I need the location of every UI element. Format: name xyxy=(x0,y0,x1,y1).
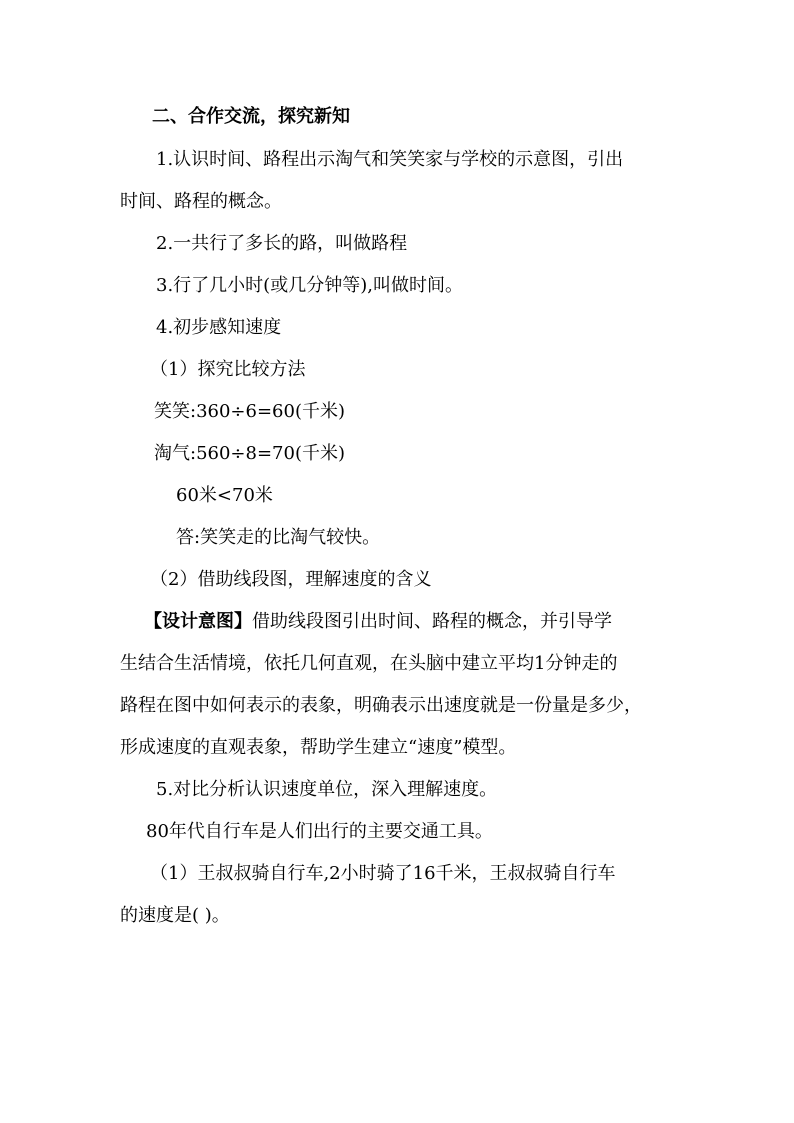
design-intent-line-3: 路程在图中如何表示的表象，明确表示出速度就是一份量是多少， xyxy=(120,695,642,716)
design-intent-line-4: 形成速度的直观表象，帮助学生建立“速度”模型。 xyxy=(120,737,517,758)
sub-item-2: （2）借助线段图，理解速度的含义 xyxy=(150,569,432,590)
calc-taoqi: 淘气:560÷8=70(千米) xyxy=(154,443,345,464)
item-4: 4.初步感知速度 xyxy=(156,317,282,338)
calc-xiaoxiao: 笑笑:360÷6=60(千米) xyxy=(154,401,345,422)
question-1-line-2: 的速度是( )。 xyxy=(120,905,230,926)
question-1-line-1: （1）王叔叔骑自行车,2小时骑了16千米，王叔叔骑自行车 xyxy=(150,863,616,884)
item-2: 2.一共行了多长的路，叫做路程 xyxy=(156,233,408,254)
design-intent-line-1 xyxy=(144,609,612,635)
item-3: 3.行了几小时(或几分钟等),叫做时间。 xyxy=(156,275,463,296)
item-5: 5.对比分析认识速度单位，深入理解速度。 xyxy=(156,779,498,800)
item-1-line-2: 时间、路程的概念。 xyxy=(120,191,282,212)
item-1-line-1: 1.认识时间、路程出示淘气和笑笑家与学校的示意图，引出 xyxy=(156,149,624,170)
design-intent-text-1: 借助线段图引出时间、路程的概念，并引导学 xyxy=(252,611,612,632)
design-intent-label: 【设计意图】 xyxy=(144,611,252,632)
answer: 答:笑笑走的比淘气较快。 xyxy=(176,527,381,548)
comparison: 60米<70米 xyxy=(176,485,273,506)
sub-item-1: （1）探究比较方法 xyxy=(150,359,306,380)
design-intent-line-2: 生结合生活情境，依托几何直观，在头脑中建立平均1分钟走的 xyxy=(120,653,618,674)
context-line: 80年代自行车是人们出行的主要交通工具。 xyxy=(146,821,493,842)
section-heading: 二、合作交流，探究新知 xyxy=(152,106,350,127)
